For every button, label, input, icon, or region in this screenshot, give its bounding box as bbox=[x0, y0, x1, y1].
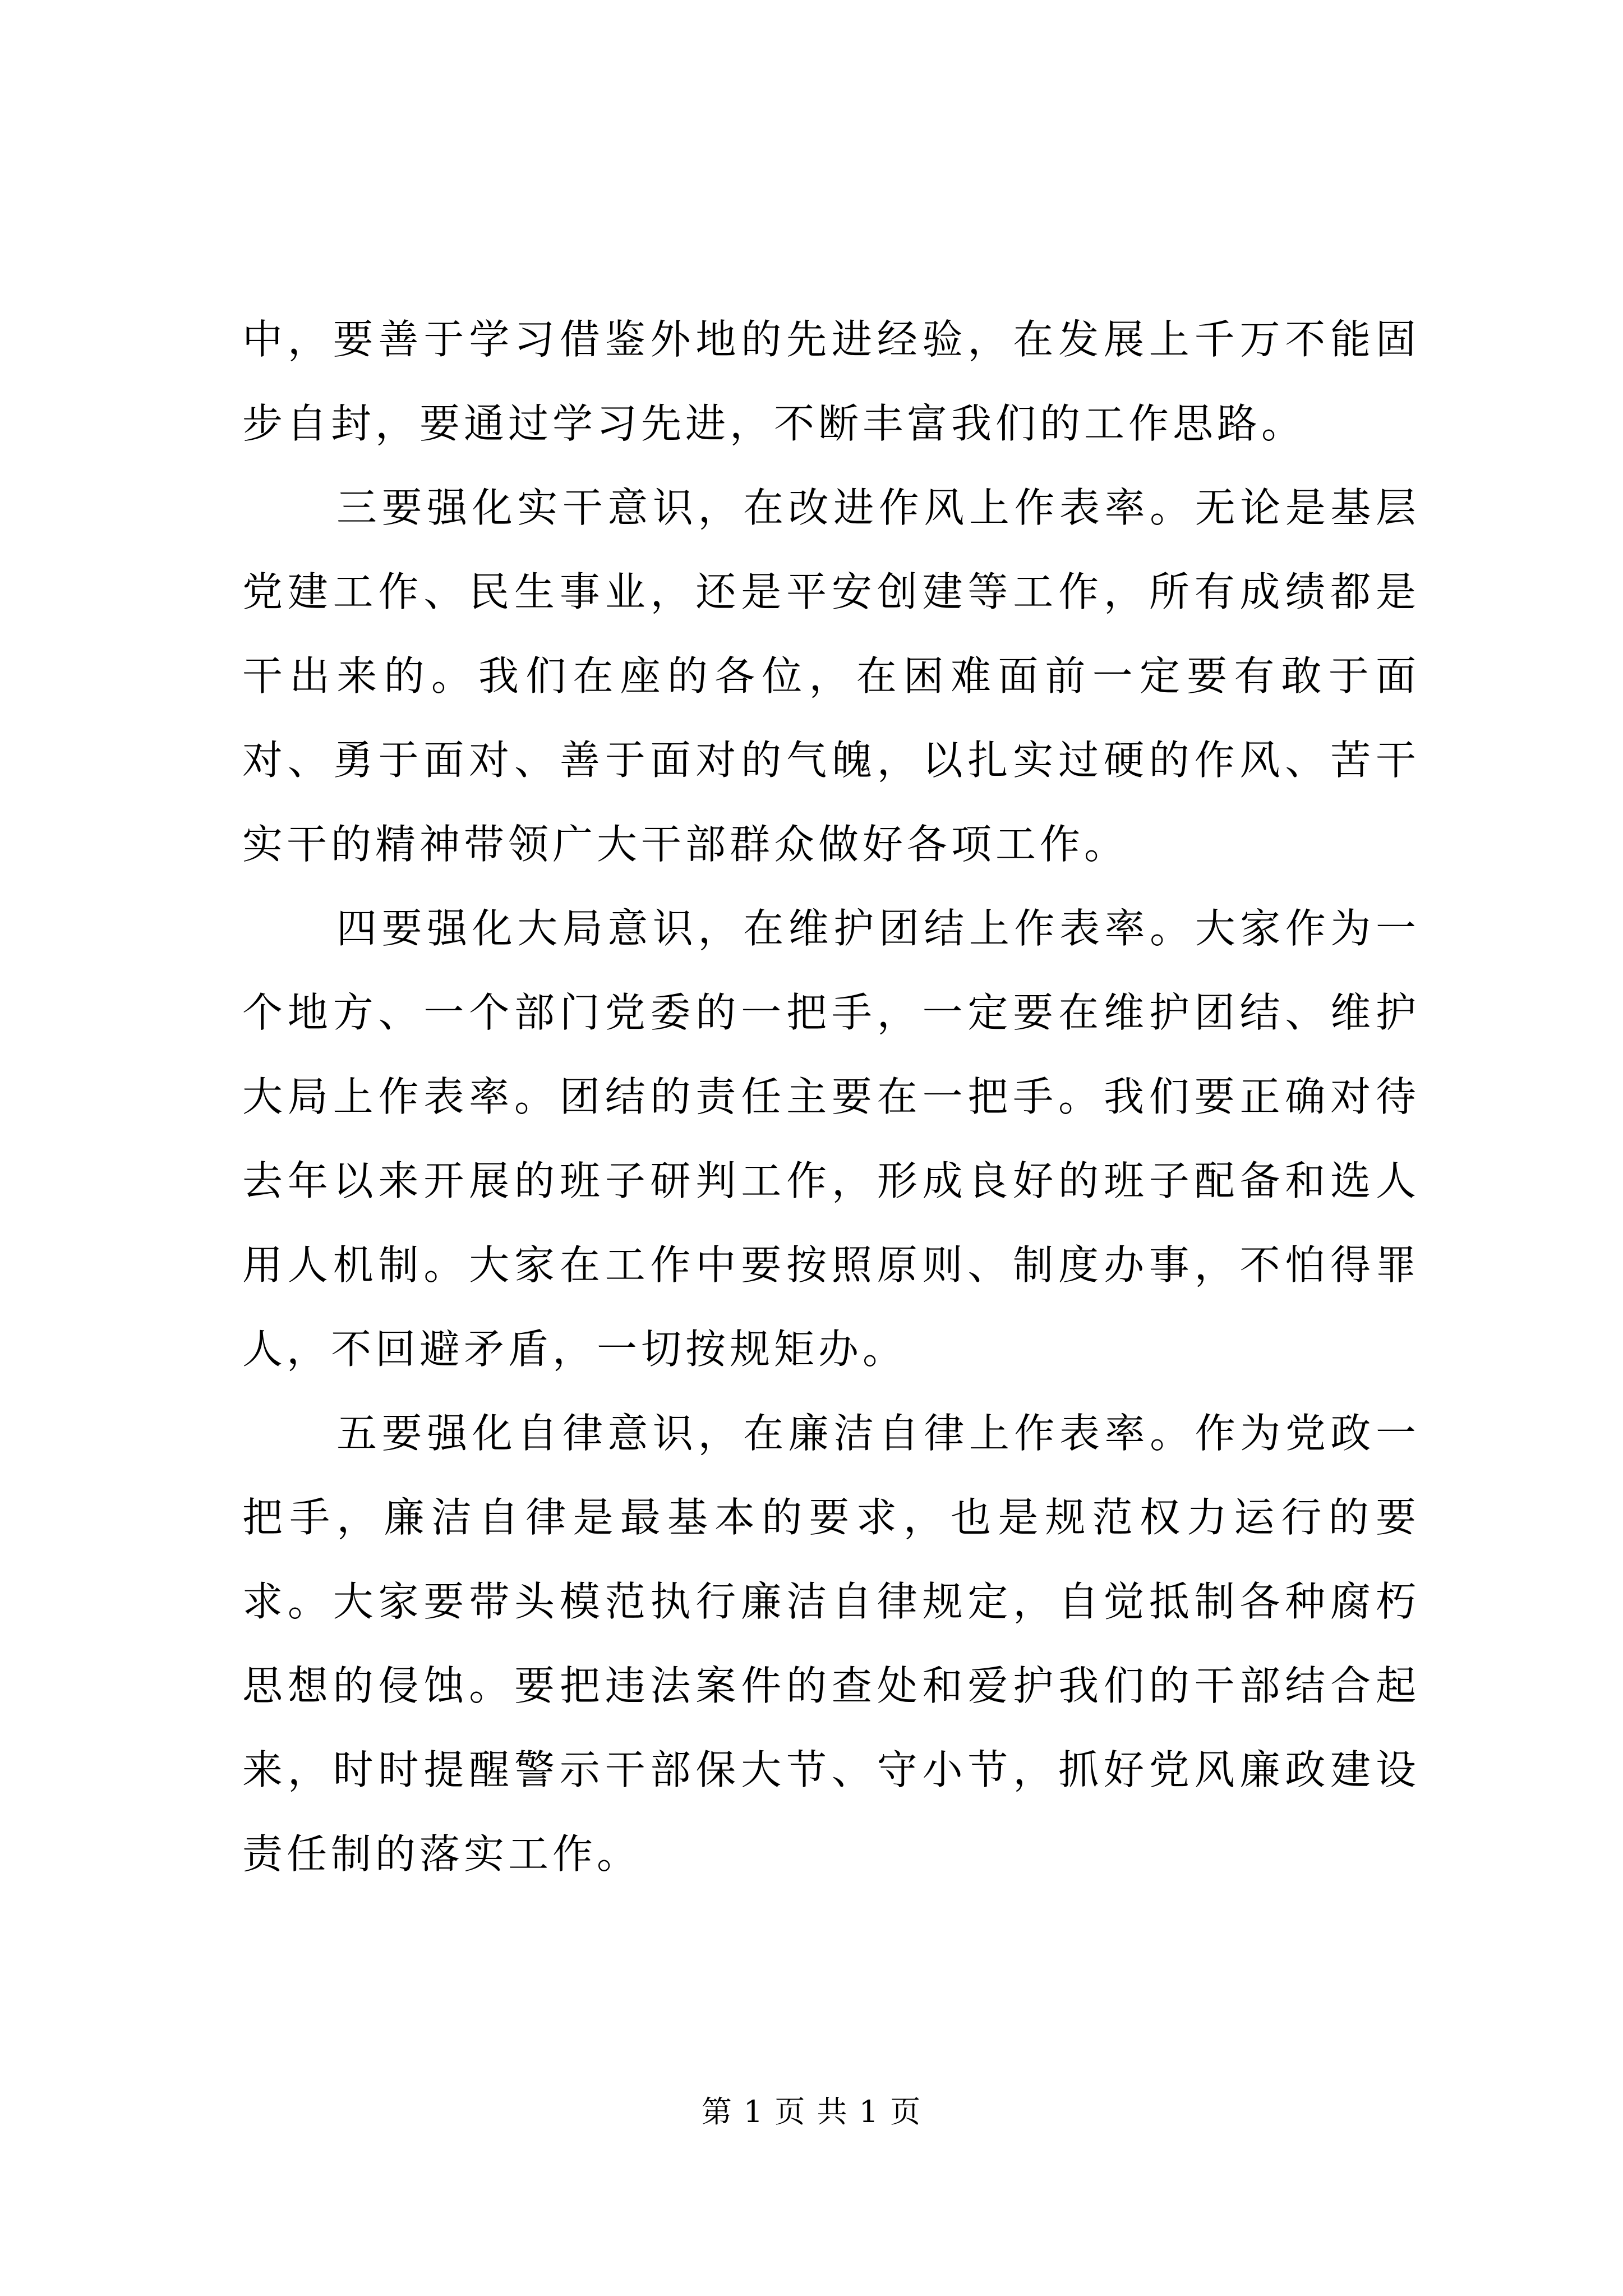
paragraph-continuation: 中，要善于学习借鉴外地的先进经验，在发展上千万不能固步自封，要通过学习先进，不断丰富我们的工作思路。 bbox=[242, 316, 1420, 447]
paragraph-point-three: 三要强化实干意识，在改进作风上作表率。无论是基层党建工作、民生事业，还是平安创建等工作，所有成绩都是干出来的。我们在座的各位，在困难面前一定要有敢于面对、勇于面对、善于面对的气魄，以扎实过硬的作风、苦干实干的精神带领广大干部群众做好各项工作。 bbox=[242, 484, 1420, 868]
paragraph-point-four: 四要强化大局意识，在维护团结上作表率。大家作为一个地方、一个部门党委的一把手，一定要在维护团结、维护大局上作表率。团结的责任主要在一把手。我们要正确对待去年以来开展的班子研判工作，形成良好的班子配备和选人用人机制。大家在工作中要按照原则、制度办事，不怕得罪人，不回避矛盾，一切按规矩办。 bbox=[242, 905, 1420, 1373]
page-number-footer: 第 1 页 共 1 页 bbox=[701, 2094, 922, 2129]
paragraph-point-five: 五要强化自律意识，在廉洁自律上作表率。作为党政一把手，廉洁自律是最基本的要求，也是规范权力运行的要求。大家要带头模范执行廉洁自律规定，自觉抵制各种腐朽思想的侵蚀。要把违法案件的查处和爱护我们的干部结合起来，时时提醒警示干部保大节、守小节，抓好党风廉政建设责任制的落实工作。 bbox=[242, 1410, 1420, 1878]
document-body bbox=[242, 297, 1420, 1896]
